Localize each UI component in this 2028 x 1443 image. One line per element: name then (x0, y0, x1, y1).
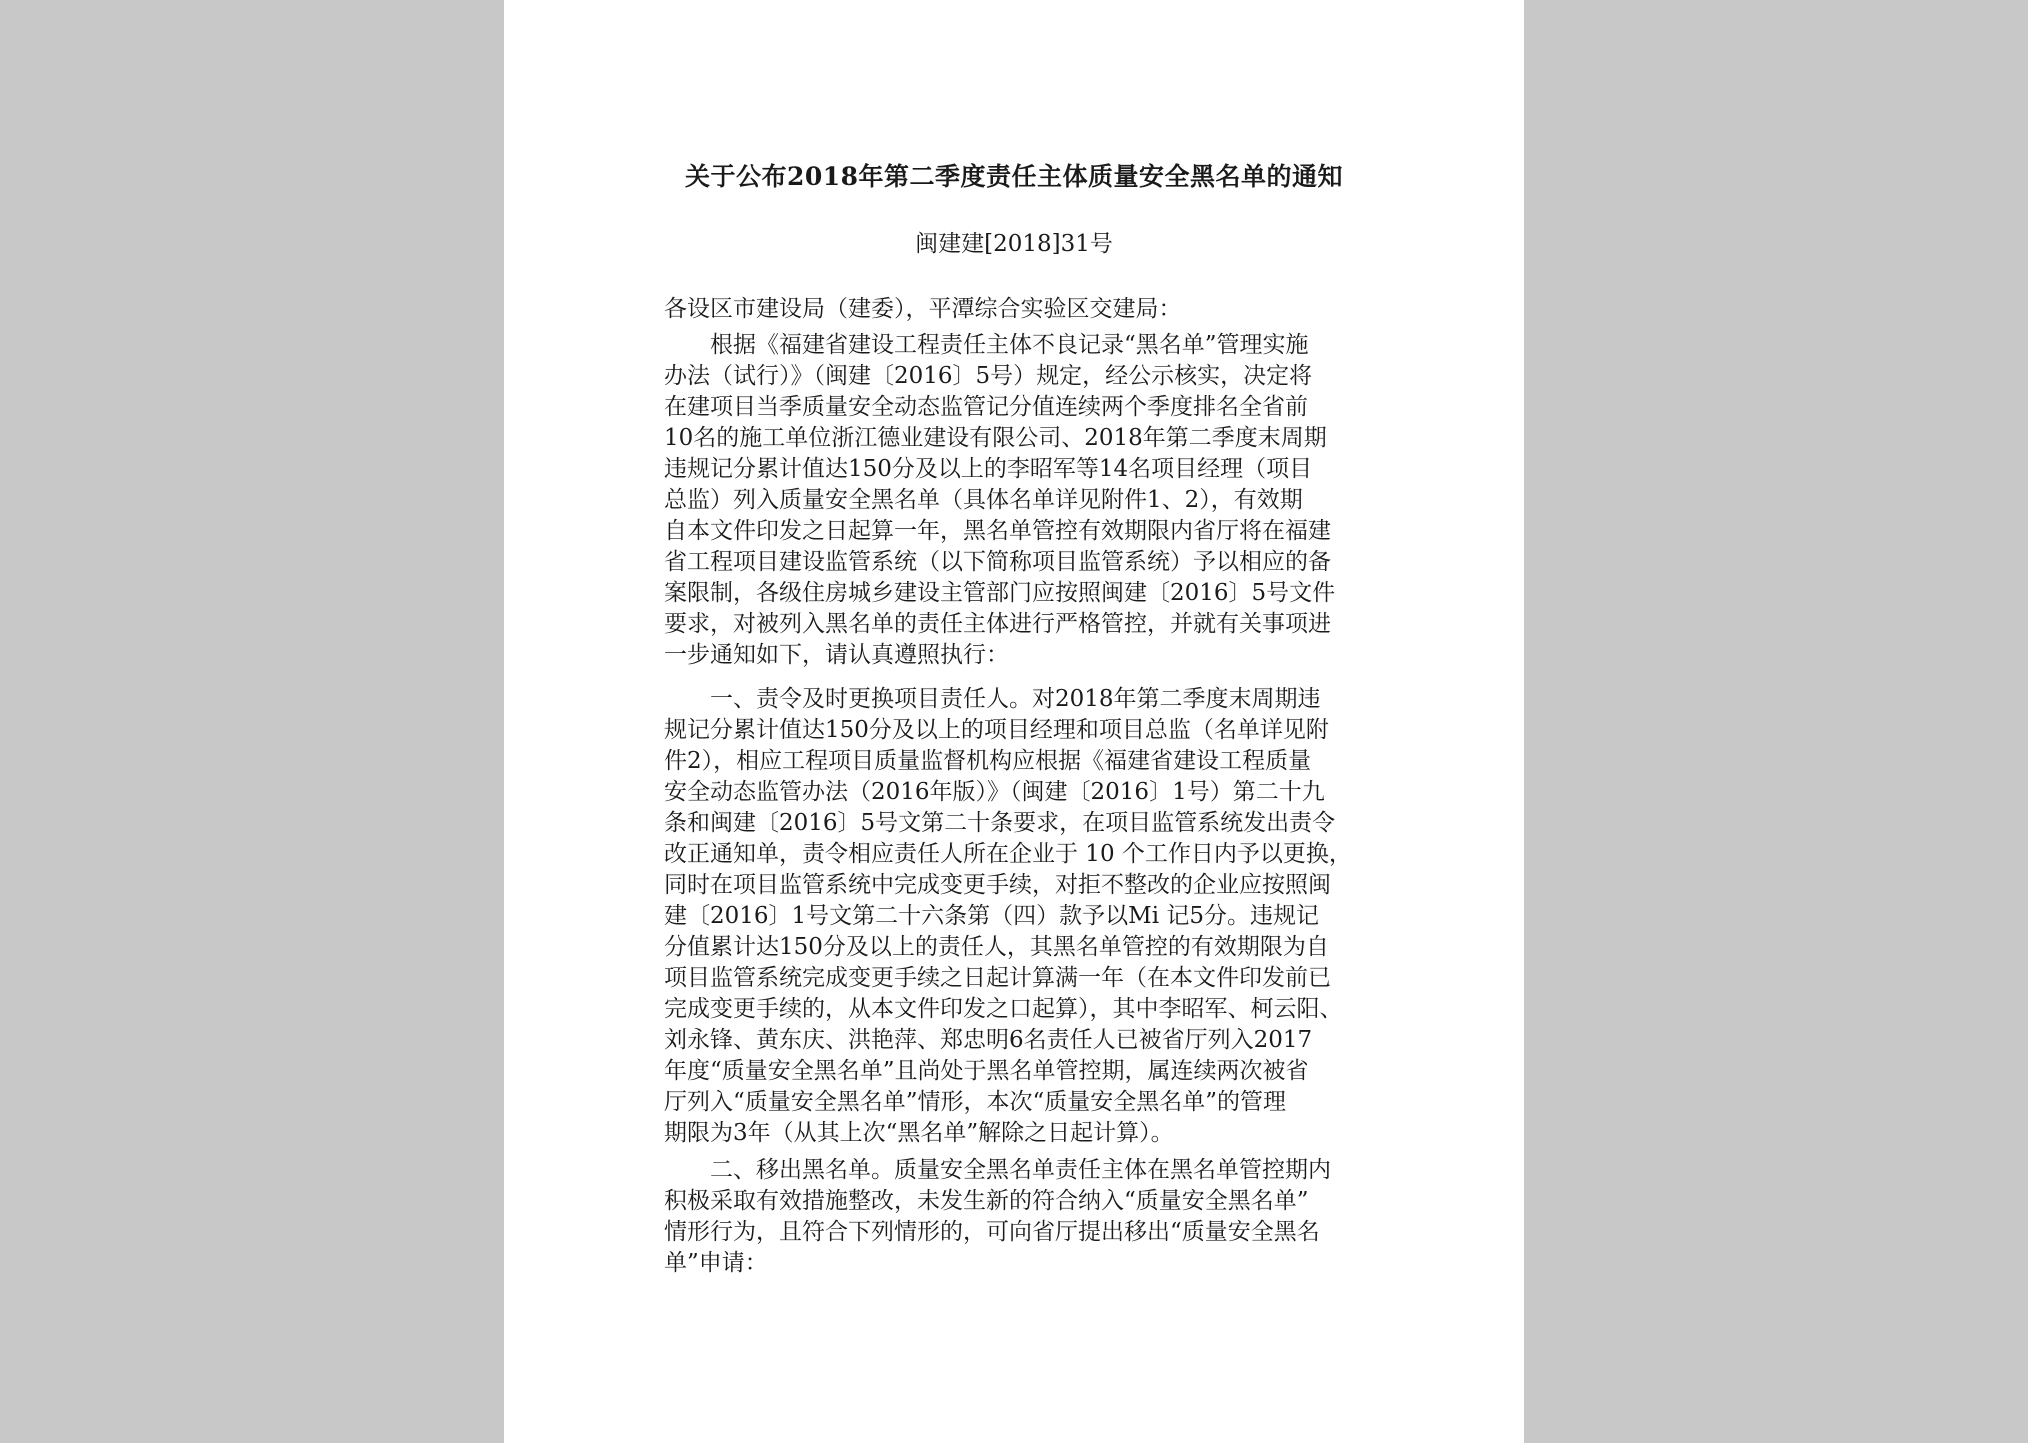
text-line: 二、移出黑名单。质量安全黑名单责任主体在黑名单管控期内 (664, 1157, 1331, 1183)
text-line: 在建项目当季质量安全动态监管记分值连续两个季度排名全省前 (664, 394, 1308, 420)
text-line: 年度“质量安全黑名单”且尚处于黑名单管控期，属连续两次被省 (664, 1058, 1309, 1084)
text-line: 要求，对被列入黑名单的责任主体进行严格管控，并就有关事项进 (664, 611, 1331, 637)
paragraph-3 (664, 1155, 1364, 1279)
text-line: 刘永锋、黄东庆、洪艳萍、郑忠明6名责任人已被省厅列入2017 (664, 1027, 1313, 1053)
paragraph-2 (664, 684, 1364, 1149)
text-line: 自本文件印发之日起算一年，黑名单管控有效期限内省厅将在福建 (664, 518, 1331, 544)
text-line: 案限制，各级住房城乡建设主管部门应按照闽建〔2016〕5号文件 (664, 580, 1336, 606)
text-line: 10名的施工单位浙江德业建设有限公司、2018年第二季度末周期 (664, 425, 1327, 451)
text-line: 项目监管系统完成变更手续之日起计算满一年（在本文件印发前已 (664, 965, 1331, 991)
text-line: 建〔2016〕1号文第二十六条第（四）款予以Mi 记5分。违规记 (664, 903, 1320, 929)
text-line: 总监）列入质量安全黑名单（具体名单详见附件1、2），有效期 (664, 487, 1303, 513)
text-line: 一步通知如下，请认真遵照执行： (664, 642, 1009, 668)
text-line: 一、责令及时更换项目责任人。对2018年第二季度末周期违 (664, 686, 1321, 712)
text-line: 规记分累计值达150分及以上的项目经理和项目总监（名单详见附 (664, 717, 1329, 743)
text-line: 安全动态监管办法（2016年版）》（闽建〔2016〕1号）第二十九 (664, 779, 1325, 805)
text-line: 同时在项目监管系统中完成变更手续，对拒不整改的企业应按照闽 (664, 872, 1331, 898)
text-line: 办法（试行）》（闽建〔2016〕5号）规定，经公示核实，决定将 (664, 363, 1313, 389)
text-line: 省工程项目建设监管系统（以下简称项目监管系统）予以相应的备 (664, 549, 1331, 575)
document-page (504, 0, 1524, 1443)
text-line: 单”申请： (664, 1250, 768, 1276)
text-line: 根据《福建省建设工程责任主体不良记录“黑名单”管理实施 (664, 332, 1309, 358)
text-line: 违规记分累计值达150分及以上的李昭军等14名项目经理（项目 (664, 456, 1313, 482)
document-number: 闽建建[2018]31号 (915, 231, 1113, 257)
text-line: 分值累计达150分及以上的责任人，其黑名单管控的有效期限为自 (664, 934, 1329, 960)
text-line: 期限为3年（从其上次“黑名单”解除之日起计算）。 (664, 1120, 1174, 1146)
text-line: 情形行为，且符合下列情形的，可向省厅提出移出“质量安全黑名 (664, 1219, 1320, 1245)
text-line: 厅列入“质量安全黑名单”情形，本次“质量安全黑名单”的管理 (664, 1089, 1287, 1115)
text-line: 件2），相应工程项目质量监督机构应根据《福建省建设工程质量 (664, 748, 1312, 774)
text-line: 完成变更手续的，从本文件印发之口起算），其中李昭军、柯云阳、 (664, 996, 1343, 1022)
text-line: 积极采取有效措施整改，未发生新的符合纳入“质量安全黑名单” (664, 1188, 1309, 1214)
addressee: 各设区市建设局（建委），平潭综合实验区交建局： (664, 296, 1182, 322)
paragraph-1 (664, 330, 1364, 671)
document-title: 关于公布2018年第二季度责任主体质量安全黑名单的通知 (684, 162, 1344, 191)
text-line: 条和闽建〔2016〕5号文第二十条要求，在项目监管系统发出责令 (664, 810, 1336, 836)
text-line: 改正通知单，责令相应责任人所在企业于 10 个工作日内予以更换， (664, 841, 1352, 867)
